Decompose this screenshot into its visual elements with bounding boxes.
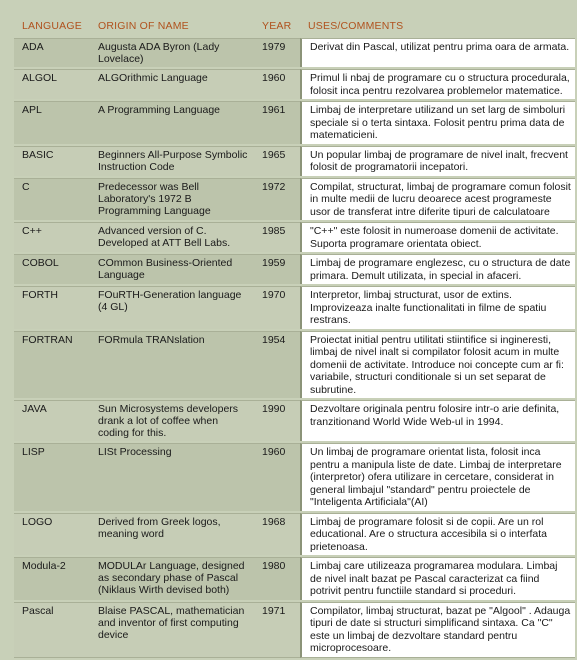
table-body (14, 38, 575, 658)
cell-language: LOGO (14, 513, 90, 556)
cell-origin: MODULAr Language, designed as secondary phase of Pascal (Niklaus Wirth devised both) (90, 557, 254, 600)
cell-year: 1954 (254, 331, 300, 399)
cell-uses: Derivat din Pascal, utilizat pentru prima oara de armata. (300, 38, 575, 67)
cell-year: 1972 (254, 178, 300, 221)
table-row (14, 254, 575, 284)
cell-year: 1965 (254, 146, 300, 176)
cell-origin: Blaise PASCAL, mathematician and inventor of first computing device (90, 602, 254, 658)
cell-year: 1980 (254, 557, 300, 600)
cell-language: C (14, 178, 90, 221)
cell-language: BASIC (14, 146, 90, 176)
table-row (14, 557, 575, 600)
cell-language: Modula-2 (14, 557, 90, 600)
cell-origin: ALGOrithmic Language (90, 69, 254, 99)
table-row (14, 602, 575, 658)
cell-origin: Augusta ADA Byron (Lady Lovelace) (90, 38, 254, 67)
header-year: YEAR (262, 20, 292, 32)
cell-language: COBOL (14, 254, 90, 284)
cell-year: 1985 (254, 222, 300, 252)
cell-language: LISP (14, 443, 90, 511)
cell-origin: COmmon Business-Oriented Language (90, 254, 254, 284)
cell-year: 1959 (254, 254, 300, 284)
cell-origin: Beginners All-Purpose Symbolic Instruction Code (90, 146, 254, 176)
cell-origin: LISt Processing (90, 443, 254, 511)
header-language: LANGUAGE (22, 20, 82, 32)
cell-origin: Predecessor was Bell Laboratory's 1972 B Programming Language (90, 178, 254, 221)
cell-year: 1960 (254, 69, 300, 99)
cell-language: FORTH (14, 286, 90, 329)
cell-uses: Limbaj de programare englezesc, cu o structura de date primara. Demult utilizata, in special in afaceri. (300, 254, 575, 284)
cell-year: 1968 (254, 513, 300, 556)
cell-year: 1979 (254, 38, 300, 67)
header-uses: USES/COMMENTS (308, 20, 404, 32)
table-row (14, 146, 575, 176)
table-row (14, 69, 575, 99)
cell-origin: FORmula TRANslation (90, 331, 254, 399)
table-row (14, 222, 575, 252)
cell-language: JAVA (14, 400, 90, 441)
cell-uses: "C++" este folosit in numeroase domenii de activitate. Suporta programare orientata obiect. (300, 222, 575, 252)
cell-year: 1961 (254, 101, 300, 144)
table-row (14, 513, 575, 556)
cell-uses: Dezvoltare originala pentru folosire intr-o arie definita, tranzitionand World Wide Web-ul in 1994. (300, 400, 575, 441)
cell-origin: Advanced version of C. Developed at ATT Bell Labs. (90, 222, 254, 252)
table-row (14, 101, 575, 144)
table-row (14, 443, 575, 511)
table-row (14, 331, 575, 399)
cell-origin: A Programming Language (90, 101, 254, 144)
cell-uses: Limbaj care utilizeaza programarea modulara. Limbaj de nivel inalt bazat pe Pascal caracterizat ca fiind potrivit pentru functiile standard si proceduri. (300, 557, 575, 600)
cell-uses: Primul li nbaj de programare cu o structura procedurala, folosit inca pentru rezolvarea problemelor matematice. (300, 69, 575, 99)
cell-origin: Sun Microsystems developers drank a lot of coffee when coding for this. (90, 400, 254, 441)
cell-uses: Compilator, limbaj structurat, bazat pe "Algool" . Adauga tipuri de date si structuri simplificand sintaxa. Ca "C" este un limbaj de dezvoltare standard pentru microprocesoare. (300, 602, 575, 658)
cell-uses: Un popular limbaj de programare de nivel inalt, frecvent folosit de programatorii incepatori. (300, 146, 575, 176)
cell-uses: Limbaj de programare folosit si de copii. Are un rol educational. Are o structura accesibila si o interfata prietenoasa. (300, 513, 575, 556)
languages-table (14, 0, 575, 660)
table-row (14, 286, 575, 329)
cell-origin: FOuRTH-Generation language (4 GL) (90, 286, 254, 329)
cell-uses: Compilat, structurat, limbaj de programare comun folosit in multe medii de lucru deoarece acest programeste usor de transferat intre diferite tipuri de calculatoare (300, 178, 575, 221)
cell-uses: Un limbaj de programare orientat lista, folosit inca pentru a manipula liste de date. Limbaj de interpretare (interpretor) ofera utilizare in cercetare, considerat in general limbajul "standard" pentru proiectele de "Inteligenta Artificiala"(AI) (300, 443, 575, 511)
cell-year: 1960 (254, 443, 300, 511)
table-row (14, 178, 575, 221)
cell-year: 1971 (254, 602, 300, 658)
cell-year: 1990 (254, 400, 300, 441)
cell-uses: Limbaj de interpretare utilizand un set larg de simboluri speciale si o terta sintaxa. Folosit pentru prima data de matematicieni. (300, 101, 575, 144)
cell-language: C++ (14, 222, 90, 252)
cell-language: ALGOL (14, 69, 90, 99)
table-row (14, 400, 575, 441)
cell-origin: Derived from Greek logos, meaning word (90, 513, 254, 556)
table-row (14, 38, 575, 67)
cell-uses: Proiectat initial pentru utilitati stiintifice si ingineresti, limbaj de nivel inalt si compilator folosit acum in multe domenii de activitate. Introduce noi concepte cum ar fi: variabile, structuri conditionale si un set separat de subrutine. (300, 331, 575, 399)
cell-language: FORTRAN (14, 331, 90, 399)
cell-language: ADA (14, 38, 90, 67)
header-origin: ORIGIN OF NAME (98, 20, 189, 32)
cell-language: Pascal (14, 602, 90, 658)
table-header (14, 2, 575, 36)
cell-year: 1970 (254, 286, 300, 329)
cell-uses: Interpretor, limbaj structurat, usor de extins. Improvizeaza inalte functionalitati in filme de spatiu restrans. (300, 286, 575, 329)
cell-language: APL (14, 101, 90, 144)
